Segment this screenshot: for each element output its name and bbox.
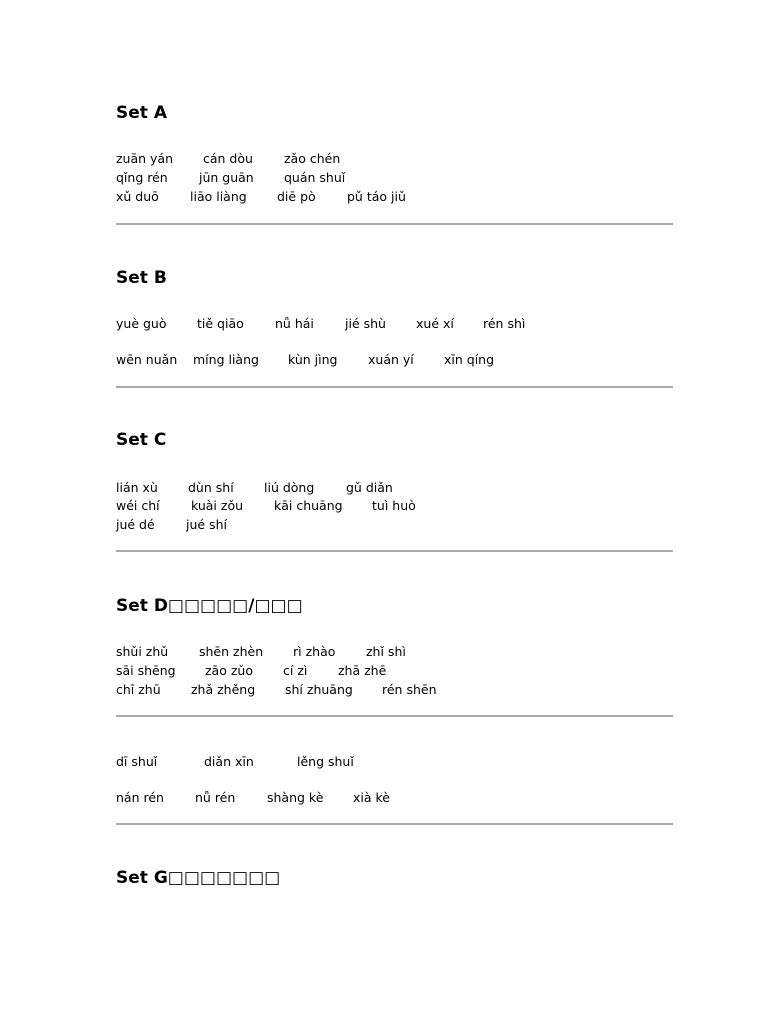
pinyin-word: tuì huò bbox=[372, 498, 416, 513]
pinyin-word: zǎo chén bbox=[284, 151, 341, 166]
pinyin-word: míng liàng bbox=[193, 352, 259, 367]
pinyin-word: zuān yán bbox=[116, 151, 174, 166]
pinyin-word: diē pò bbox=[277, 189, 316, 204]
pinyin-word: nán rén bbox=[116, 790, 164, 805]
set-heading: Set G□□□□□□□ bbox=[116, 868, 281, 888]
section-divider bbox=[116, 550, 673, 552]
word-row bbox=[0, 752, 768, 771]
pinyin-word: wēn nuǎn bbox=[116, 352, 178, 367]
pinyin-word: nǚ rén bbox=[195, 790, 236, 805]
section-divider bbox=[116, 823, 673, 825]
pinyin-word: liú dòng bbox=[264, 480, 315, 495]
word-row bbox=[0, 149, 768, 168]
pinyin-word: dī shuǐ bbox=[116, 754, 158, 769]
pinyin-word: xué xí bbox=[416, 316, 454, 331]
pinyin-word: diǎn xīn bbox=[204, 754, 254, 769]
section-divider bbox=[116, 386, 673, 388]
pinyin-word: tiě qiāo bbox=[197, 316, 244, 331]
pinyin-word: sāi shēng bbox=[116, 663, 176, 678]
set-heading: Set D□□□□□/□□□ bbox=[116, 596, 303, 616]
pinyin-word: gǔ diǎn bbox=[346, 480, 393, 495]
pinyin-word: zhǎ zhěng bbox=[191, 682, 256, 697]
pinyin-word: nǚ hái bbox=[275, 316, 314, 331]
word-row bbox=[0, 350, 768, 369]
pinyin-word: xià kè bbox=[353, 790, 390, 805]
pinyin-word: lěng shuǐ bbox=[297, 754, 354, 769]
pinyin-word: rén shēn bbox=[382, 682, 437, 697]
set-heading: Set C bbox=[116, 430, 167, 450]
pinyin-word: shēn zhèn bbox=[199, 644, 264, 659]
pinyin-word: yuè guò bbox=[116, 316, 167, 331]
word-row bbox=[0, 788, 768, 807]
word-row bbox=[0, 187, 768, 206]
word-row bbox=[0, 168, 768, 187]
pinyin-word: lián xù bbox=[116, 480, 158, 495]
word-row bbox=[0, 496, 768, 515]
pinyin-word: qǐng rén bbox=[116, 170, 168, 185]
pinyin-word: zhā zhē bbox=[338, 663, 387, 678]
pinyin-word: cán dòu bbox=[203, 151, 253, 166]
pinyin-word: xīn qíng bbox=[444, 352, 495, 367]
pinyin-word: rén shì bbox=[483, 316, 526, 331]
pinyin-word: shǔi zhǔ bbox=[116, 644, 169, 659]
pinyin-word: xǔ duō bbox=[116, 189, 159, 204]
pinyin-word: jué shí bbox=[186, 517, 227, 532]
set-heading: Set A bbox=[116, 103, 167, 123]
set-heading: Set B bbox=[116, 268, 167, 288]
section-divider bbox=[116, 715, 673, 717]
pinyin-word: zhǐ shì bbox=[366, 644, 406, 659]
pinyin-word: jūn guān bbox=[199, 170, 254, 185]
pinyin-word: jié shù bbox=[345, 316, 386, 331]
word-row bbox=[0, 314, 768, 333]
section-divider bbox=[116, 223, 673, 225]
pinyin-word: pǔ táo jiǔ bbox=[347, 189, 406, 204]
pinyin-word: chī zhū bbox=[116, 682, 161, 697]
pinyin-word: shí zhuāng bbox=[285, 682, 353, 697]
pinyin-word: rì zhào bbox=[293, 644, 336, 659]
pinyin-word: xuán yí bbox=[368, 352, 414, 367]
pinyin-word: zāo zǔo bbox=[205, 663, 253, 678]
word-row bbox=[0, 478, 768, 497]
pinyin-word: wéi chí bbox=[116, 498, 160, 513]
pinyin-word: kuài zǒu bbox=[191, 498, 244, 513]
word-row bbox=[0, 680, 768, 699]
word-row bbox=[0, 661, 768, 680]
pinyin-word: liāo liàng bbox=[190, 189, 247, 204]
pinyin-word: quán shuǐ bbox=[284, 170, 346, 185]
word-row bbox=[0, 642, 768, 661]
pinyin-word: kùn jìng bbox=[288, 352, 338, 367]
pinyin-word: jué dé bbox=[116, 517, 155, 532]
pinyin-word: kāi chuāng bbox=[274, 498, 343, 513]
pinyin-word: cí zì bbox=[283, 663, 308, 678]
pinyin-word: dùn shí bbox=[188, 480, 234, 495]
word-row bbox=[0, 515, 768, 534]
pinyin-word: shàng kè bbox=[267, 790, 324, 805]
